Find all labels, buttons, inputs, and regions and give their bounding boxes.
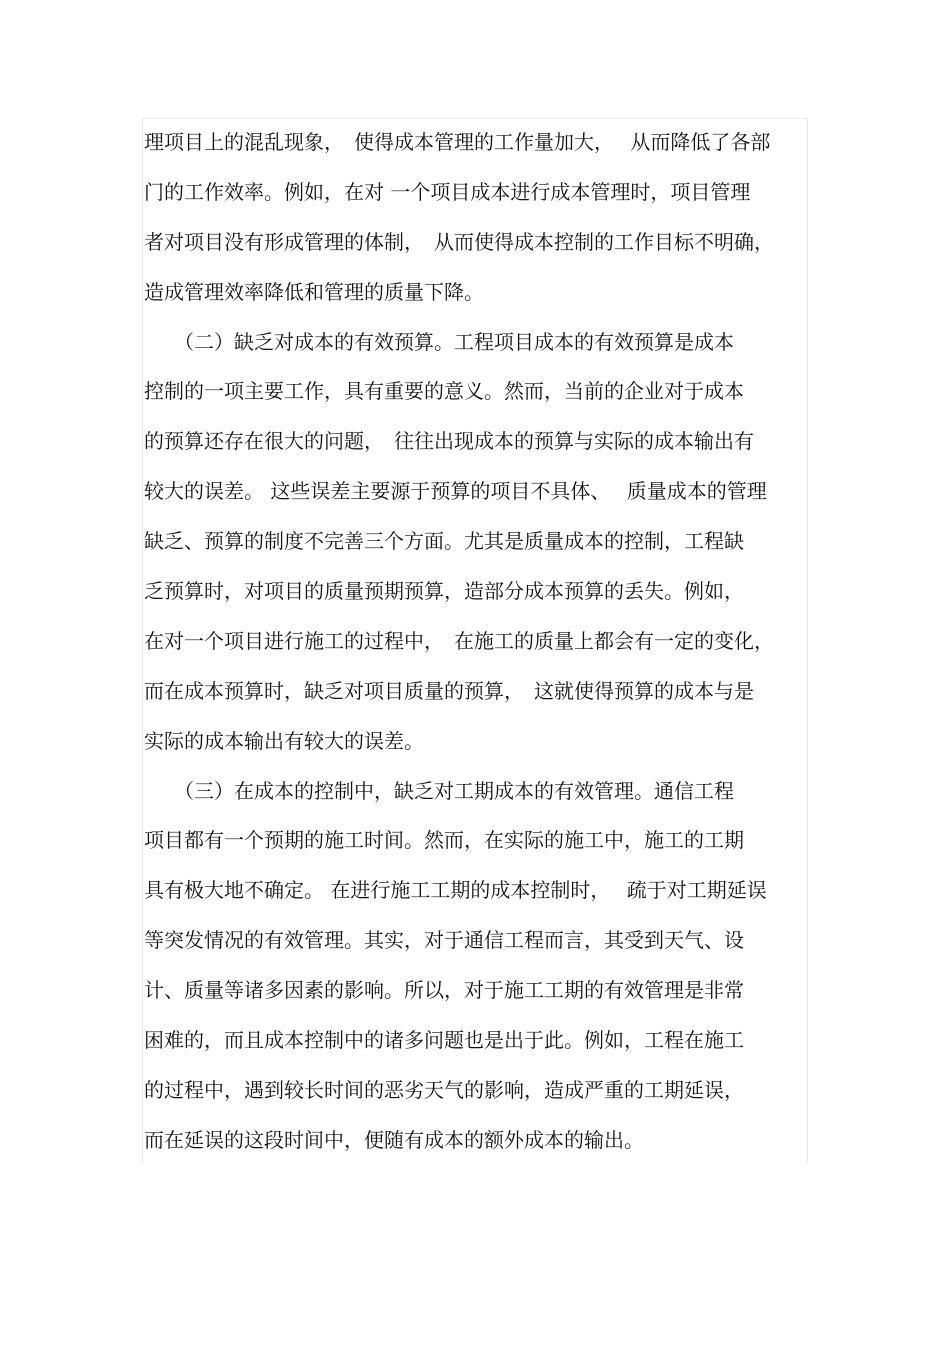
text-line: 乏预算时，对项目的质量预期预算，造部分成本预算的丢失。例如， xyxy=(144,579,744,604)
text-line: 的预算还存在很大的问题， 往往出现成本的预算与实际的成本输出有 xyxy=(144,429,754,454)
text-line: 较大的误差。 这些误差主要源于预算的项目不具体、 质量成本的管理 xyxy=(144,479,767,504)
text-line: 者对项目没有形成管理的体制， 从而使得成本控制的工作目标不明确， xyxy=(144,229,774,254)
text-line: 的过程中，遇到较长时间的恶劣天气的影响，造成严重的工期延误， xyxy=(144,1077,744,1102)
text-line: 理项目上的混乱现象， 使得成本管理的工作量加大， 从而降低了各部 xyxy=(144,130,771,154)
text-line: 困难的，而且成本控制中的诸多问题也是出于此。例如，工程在施工 xyxy=(144,1028,744,1053)
text-line: 而在延误的这段时间中，便随有成本的额外成本的输出。 xyxy=(144,1127,644,1152)
text-line: （二）缺乏对成本的有效预算。工程项目成本的有效预算是成本 xyxy=(144,329,734,354)
text-line: 门的工作效率。例如，在对 一个项目成本进行成本管理时，项目管理 xyxy=(144,179,751,204)
text-line: 实际的成本输出有较大的误差。 xyxy=(144,728,424,753)
text-line: 在对一个项目进行施工的过程中， 在施工的质量上都会有一定的变化， xyxy=(144,628,774,653)
text-line: 计、质量等诸多因素的影响。所以，对于施工工期的有效管理是非常 xyxy=(144,978,744,1003)
text-line: 等突发情况的有效管理。其实，对于通信工程而言，其受到天气、设 xyxy=(144,928,744,953)
text-line: 项目都有一个预期的施工时间。然而，在实际的施工中，施工的工期 xyxy=(144,828,744,853)
text-line: （三）在成本的控制中，缺乏对工期成本的有效管理。通信工程 xyxy=(144,778,734,803)
text-line: 控制的一项主要工作，具有重要的意义。然而，当前的企业对于成本 xyxy=(144,379,744,404)
document-body xyxy=(144,118,808,1166)
text-line: 造成管理效率降低和管理的质量下降。 xyxy=(144,279,484,304)
text-line: 缺乏、预算的制度不完善三个方面。尤其是质量成本的控制，工程缺 xyxy=(144,529,744,554)
text-line: 具有极大地不确定。 在进行施工工期的成本控制时， 疏于对工期延误 xyxy=(144,878,767,903)
text-line: 而在成本预算时，缺乏对项目质量的预算， 这就使得预算的成本与是 xyxy=(144,678,754,703)
